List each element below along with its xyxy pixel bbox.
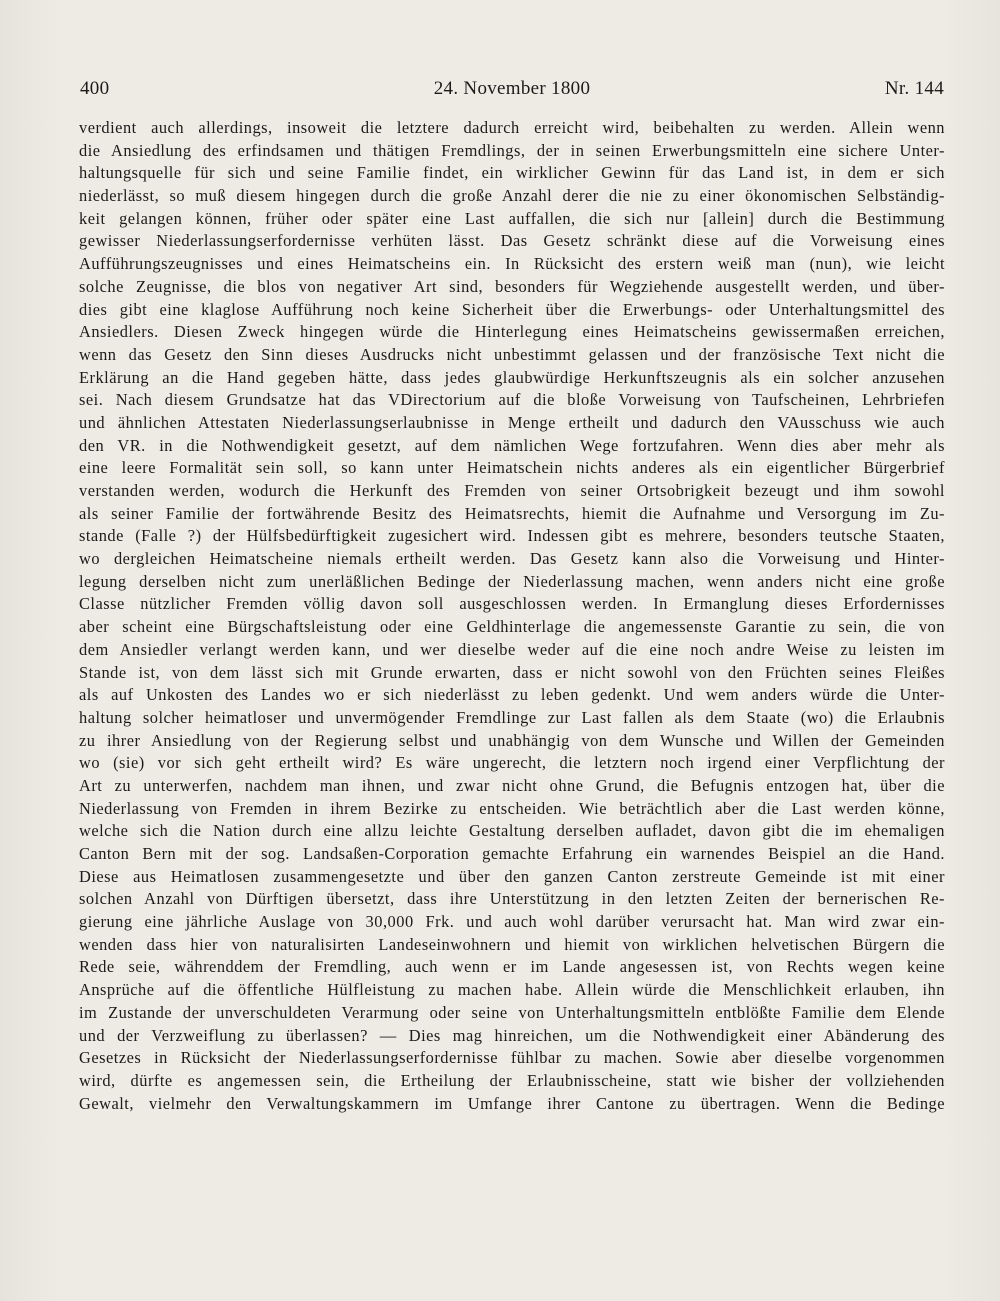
text-line: wird, dürfte es angemessen sein, die Ertheilung der Erlaubnisscheine, statt wie bisher der vollziehenden [79,1070,945,1090]
document-number: Nr. 144 [884,78,944,99]
text-line: niederlässt, so muß diesem hingegen durch die große Anzahl derer die nie zu einer ökonomischen Selbständig- [79,186,945,206]
text-line: Gesetzes in Rücksicht der Niederlassungserfordernisse fühlbar zu machen. Sowie aber dieselbe vorgenommen [79,1048,945,1068]
text-line: eine leere Formalität sein soll, so kann unter Heimatschein nichts anderes als ein eigentlicher Bürgerbrief [79,458,945,478]
text-line: und der Verzweiflung zu überlassen? — Dies mag hinreichen, um die Nothwendigkeit einer Abänderung des [79,1025,945,1045]
text-line: den VR. in die Nothwendigkeit gesetzt, auf dem nämlichen Wege fortzufahren. Wenn dies aber mehr als [79,435,945,455]
text-line: dem Ansiedler verlangt werden kann, und wer dieselbe weder auf die eine noch andre Weise zu leisten im [79,639,945,659]
page-number: 400 [80,78,110,99]
text-line: Aufführungszeugnisses und eines Heimatscheins ein. In Rücksicht des erstern weiß man (nun), wie leicht [79,254,945,274]
text-line: dies gibt eine klaglose Aufführung noch keine Sicherheit über die Erwerbungs- oder Unterhaltungsmittel des [79,299,945,319]
text-line: haltungsquelle für sich und seine Familie findet, ein wirklicher Gewinn für das Land ist, in dem er sich [79,163,945,183]
text-line: solchen Anzahl von Dürftigen übersetzt, dass ihre Unterstützung in den letzten Zeiten der bernerischen Re- [79,889,945,909]
text-line: als auf Unkosten des Landes wo er sich niederlässt zu leben gedenkt. Und wem anders würde die Unter- [79,685,945,705]
text-line [79,1115,945,1138]
text-line: wenn das Gesetz den Sinn dieses Ausdrucks nicht unbestimmt gelassen und der französische Text nicht die [79,344,945,364]
text-line: haltung solcher heimatloser und unvermögender Fremdlinge zur Last fallen als dem Staate (wo) die Erlaubnis [79,707,945,727]
text-line: verdient auch allerdings, insoweit die letztere dadurch erreicht wird, beibehalten zu werden. Allein wenn [79,118,945,137]
text-line: legung derselben nicht zum unerläßlichen Bedinge der Niederlassung machen, wenn anders nicht eine große [79,571,945,591]
text-line: Art zu unterwerfen, nachdem man ihnen, und zwar nicht ohne Grund, die Befugnis entzogen hat, über die [79,775,945,795]
running-head [80,78,944,102]
text-line: verstanden werden, wodurch die Herkunft des Fremden von seiner Ortsobrigkeit bezeugt und ihm sowohl [79,481,945,500]
text-line: sei. Nach diesem Grundsatze hat das VDirectorium auf die bloße Vorweisung von Taufscheinen, Lehrbriefen [79,390,945,410]
text-line: gierung eine jährliche Auslage von 30,000 Frk. und auch wohl darüber verursacht hat. Man wird zwar ein- [79,912,945,932]
text-line: gewisser Niederlassungserfordernisse verhüten lässt. Das Gesetz schränkt diese auf die Vorweisung eines [79,231,945,251]
text-line: wo dergleichen Heimatscheine niemals ertheilt werden. Das Gesetz kann also die Vorweisung und Hinter- [79,549,945,569]
body-text [79,117,945,1138]
text-line: Rede seie, währenddem der Fremdling, auch wenn er im Lande angesessen ist, von Rechts wegen keine [79,957,945,977]
text-line: Canton Bern mit der sog. Landsaßen-Corporation gemachte Erfahrung ein warnendes Beispiel an die Hand. [79,844,945,863]
text-line: Ansprüche auf die öffentliche Hülfleistung zu machen habe. Allein würde die Menschlichkeit erlauben, ihn [79,980,945,1000]
text-line: und ähnlichen Attestaten Niederlassungserlaubnisse in Menge ertheilt und dadurch den VAusschuss wie auch [79,412,945,432]
page-date: 24. November 1800 [433,78,591,99]
text-line: im Zustande der unverschuldeten Verarmung oder seine von Unterhaltungsmitteln entblößte Familie dem Elende [79,1002,945,1022]
text-line: Diese aus Heimatlosen zusammengesetzte und über den ganzen Canton zerstreute Gemeinde ist mit einer [79,866,945,886]
text-line: Stande ist, von dem lässt sich mit Grunde erwarten, dass er nicht sowohl von den Früchten seines Fleißes [79,662,945,682]
text-line: keit gelangen können, früher oder später eine Last auffallen, die sich nur [allein] durch die Bestimmung [79,208,945,228]
text-line: aber scheint eine Bürgschaftsleistung oder eine Geldhinterlage die angemessenste Garantie zu sein, die von [79,617,945,637]
text-line: solche Zeugnisse, die blos von negativer Art sind, besonders für Wegziehende ausgestellt werden, und über- [79,276,945,296]
text-line: als seiner Familie der fortwährende Besitz des Heimatsrechts, hiemit die Aufnahme und Versorgung im Zu- [79,503,945,523]
text-line: welche sich die Nation durch eine allzu leichte Gestaltung derselben aufladet, davon gibt die im ehemaligen [79,821,945,841]
text-line: stande (Falle ?) der Hülfsbedürftigkeit zugesichert wird. Indessen gibt es mehrere, besonders teutsche Staaten, [79,526,945,546]
text-line: Niederlassung von Fremden in ihrem Bezirke zu entscheiden. Wie beträchtlich aber die Last werden könne, [79,798,945,818]
text-line: Gewalt, vielmehr den Verwaltungskammern im Umfange ihrer Cantone zu übertragen. Wenn die Bedinge [79,1093,945,1113]
text-line: Classe nützlicher Fremden völlig davon soll ausgeschlossen werden. In Ermanglung dieses Erfordernisses [79,594,945,614]
text-line: Ansiedlers. Diesen Zweck hingegen würde die Hinterlegung eines Heimatscheins gewissermaßen erreichen, [79,322,945,342]
text-line: Erklärung an die Hand gegeben hätte, dass jedes glaubwürdige Herkunftszeugnis als ein solcher anzusehen [79,367,945,387]
text-line: wo (sie) vor sich geht ertheilt wird? Es wäre ungerecht, die letztern noch irgend einer Verpflichtung der [79,753,945,773]
text-line: zu ihrer Ansiedlung von der Regierung selbst und unabhängig von dem Wunsche und Willen der Gemeinden [79,730,945,750]
text-line: wenden dass hier von naturalisirten Landeseinwohnern und hiemit von wirklichen helvetischen Bürgern die [79,934,945,954]
text-line: die Ansiedlung des erfindsamen und thätigen Fremdlings, der in seinen Erwerbungsmitteln eine sichere Unter- [79,140,945,160]
